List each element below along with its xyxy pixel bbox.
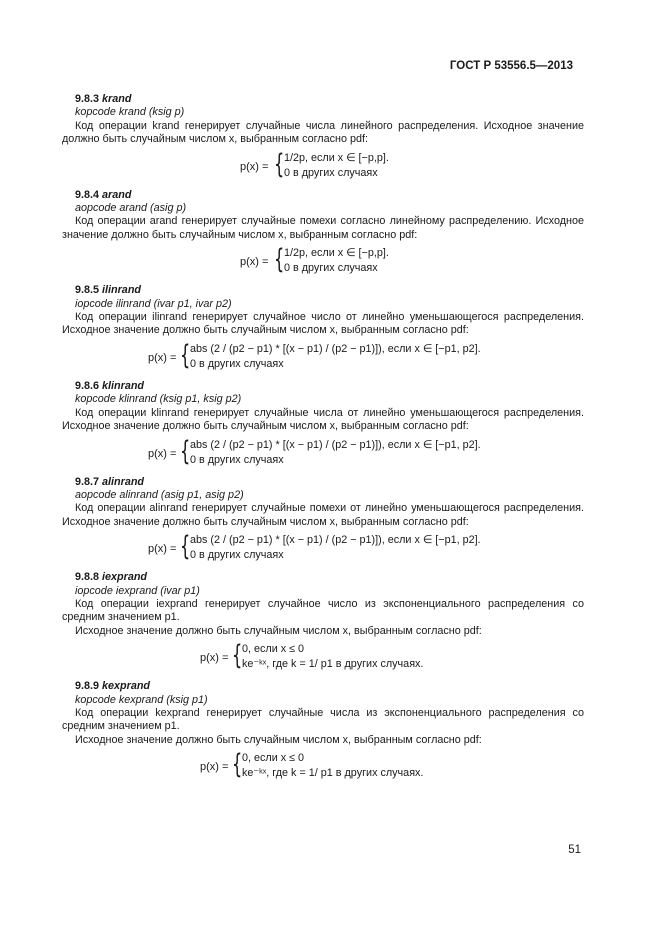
opcode-signature: iopcode ilinrand (ivar p1, ivar p2): [75, 297, 232, 310]
section-description: Код операции krand генерирует случайные числа линейного распределения. Исходное значение должно быть случайным числом x, выбранным согласно pdf:: [62, 119, 584, 146]
section-krand: [62, 93, 584, 183]
opcode-signature: aopcode alinrand (asig p1, asig p2): [75, 488, 244, 501]
pdf-formula: [62, 148, 584, 183]
formula-case-2: 0 в других случаях: [190, 453, 284, 466]
page-content: [62, 93, 584, 789]
pdf-formula: [62, 246, 584, 278]
section-title: 9.8.5 ilinrand: [75, 284, 142, 297]
section-title: 9.8.8 iexprand: [75, 571, 148, 584]
section-iexprand: [62, 571, 584, 674]
section-alinrand: [62, 476, 584, 566]
section-description: Код операции arand генерирует случайные помехи согласно линейному распределению. Исходное значение должно быть случайным числом x, выбранным согласно pdf:: [62, 215, 584, 241]
brace-symbol: {: [232, 640, 243, 672]
brace-symbol: {: [180, 531, 191, 563]
section-kexprand: [62, 680, 584, 783]
opcode-signature: iopcode iexprand (ivar p1): [75, 584, 200, 597]
formula-case-1: 1/2p, если x ∈ [−p,p].: [284, 247, 389, 260]
brace-symbol: {: [274, 244, 285, 276]
formula-lhs: p(x) =: [240, 256, 269, 269]
formula-lhs: p(x) =: [148, 447, 177, 460]
opcode-signature: kopcode kexprand (ksig p1): [75, 693, 208, 706]
brace-symbol: {: [274, 148, 285, 180]
section-description: Код операции ilinrand генерирует случайное число от линейно уменьшающегося распределения. Исходное значение должно быть случайным числом x, выбранным согласно pdf:: [62, 311, 584, 337]
brace-symbol: {: [180, 435, 191, 467]
formula-lhs: p(x) =: [240, 160, 269, 173]
section-title: 9.8.4 arand: [75, 188, 132, 201]
brace-symbol: {: [180, 339, 191, 371]
formula-case-1: abs (2 / (p2 − p1) * [(x − p1) / (p2 − p1)]), если x ∈ [−p1, p2].: [190, 342, 481, 355]
formula-case-1: 0, если x ≤ 0: [242, 752, 305, 765]
formula-case-2: 0 в других случаях: [284, 166, 378, 179]
formula-lhs: p(x) =: [200, 652, 229, 665]
formula-lhs: p(x) =: [148, 351, 177, 364]
formula-case-2: ke⁻ᵏˣ, где k = 1/ p1 в других случаях.: [242, 767, 424, 780]
section-title: 9.8.7 alinrand: [75, 475, 145, 488]
formula-case-1: 0, если x ≤ 0: [242, 643, 305, 656]
page-number: 51: [568, 844, 581, 856]
pdf-formula: [62, 751, 584, 783]
section-ilinrand: [62, 284, 584, 374]
section-title: 9.8.9 kexprand: [75, 680, 151, 693]
section-description: Код операции klinrand генерирует случайные числа от линейно уменьшающегося распределения. Исходное значение должно быть случайным числом x, выбранным согласно pdf:: [62, 406, 584, 433]
section-klinrand: [62, 380, 584, 470]
section-title: 9.8.6 klinrand: [75, 379, 145, 392]
formula-case-2: 0 в других случаях: [190, 357, 284, 370]
formula-lhs: p(x) =: [148, 543, 177, 556]
opcode-signature: kopcode klinrand (ksig p1, ksig p2): [75, 393, 242, 406]
section-title: 9.8.3 krand: [75, 93, 132, 105]
section-description-2: Исходное значение должно быть случайным числом x, выбранным согласно pdf:: [75, 624, 482, 637]
brace-symbol: {: [232, 749, 243, 781]
formula-case-2: 0 в других случаях: [190, 549, 284, 562]
section-description: Код операции kexprand генерирует случайные числа из экспоненциального распределения со средним значением p1.: [62, 706, 584, 733]
formula-case-2: ke⁻ᵏˣ, где k = 1/ p1 в других случаях.: [242, 658, 424, 671]
section-description-2: Исходное значение должно быть случайным числом x, выбранным согласно pdf:: [75, 733, 482, 746]
formula-case-1: 1/2p, если x ∈ [−p,p].: [284, 151, 389, 164]
section-description: Код операции alinrand генерирует случайные помехи от линейно уменьшающегося распределения. Исходное значение должно быть случайным числом x, выбранным согласно pdf:: [62, 502, 584, 528]
pdf-formula: [62, 339, 584, 374]
formula-case-1: abs (2 / (p2 − p1) * [(x − p1) / (p2 − p1)]), если x ∈ [−p1, p2].: [190, 534, 481, 547]
formula-case-1: abs (2 / (p2 − p1) * [(x − p1) / (p2 − p1)]), если x ∈ [−p1, p2].: [190, 438, 481, 451]
opcode-signature: aopcode arand (asig p): [75, 202, 187, 215]
section-arand: [62, 189, 584, 279]
pdf-formula: [62, 533, 584, 565]
formula-lhs: p(x) =: [200, 761, 229, 774]
formula-case-2: 0 в других случаях: [284, 262, 378, 275]
pdf-formula: [62, 435, 584, 470]
pdf-formula: [62, 642, 584, 674]
opcode-signature: kopcode krand (ksig p): [75, 106, 185, 119]
standard-header: ГОСТ Р 53556.5—2013: [449, 60, 573, 72]
section-description: Код операции iexprand генерирует случайное число из экспоненциального распределения со средним значением p1.: [62, 597, 584, 624]
